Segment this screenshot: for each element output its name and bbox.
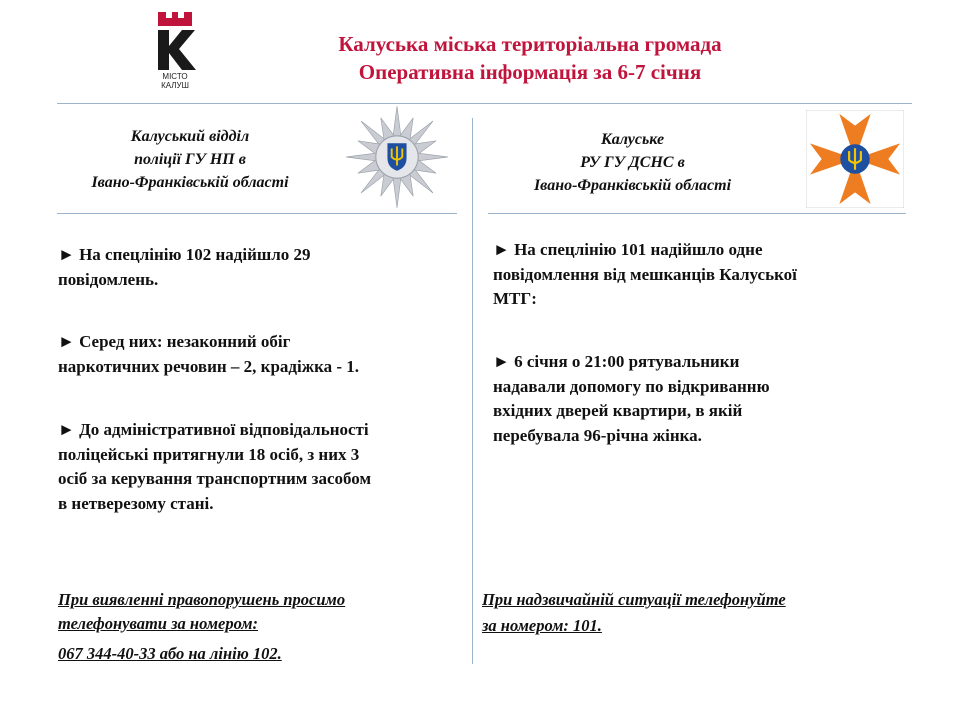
- police-footer-phone: 067 344-40-33 або на лінію 102.: [58, 644, 282, 663]
- right-section-divider: [488, 213, 906, 214]
- police-department-name: Калуський відділ поліції ГУ НП в Івано-Франківській області: [91, 128, 289, 191]
- title-line-1: Калуська міська територіальна громада: [338, 32, 722, 56]
- dsns-paragraph-2: ► 6 січня о 21:00 рятувальники надавали допомогу по відкриванню вхідних дверей квартири, в якій перебувала 96-річна жінка.: [493, 352, 770, 445]
- dsns-footer-line-1: При надзвичайній ситуації телефонуйте: [482, 590, 786, 609]
- police-footer-line-1: При виявленні правопорушень просимо: [58, 590, 346, 609]
- dsns-paragraph-1: ► На спецлінію 101 надійшло одне повідомлення від мешканців Калуської МТГ:: [493, 240, 797, 308]
- dsns-footer-line-2: за номером: 101.: [482, 616, 602, 635]
- police-footer-line-2: телефонувати за номером:: [58, 614, 258, 633]
- top-divider: [57, 103, 912, 104]
- page-title: [240, 30, 820, 86]
- dsns-cross-emblem-icon: [806, 110, 904, 208]
- police-paragraph-2: ► Серед них: незаконний обіг наркотичних речовин – 2, крадіжка - 1.: [58, 332, 360, 376]
- logo-caption: МІСТО КАЛУШ: [161, 72, 189, 90]
- title-line-2: Оперативна інформація за 6-7 січня: [358, 60, 702, 84]
- column-divider: [472, 118, 473, 664]
- police-paragraph-3: ► До адміністративної відповідальності поліцейські притягнули 18 осіб, з них 3 осіб за керування транспортним засобом в нетверезому стані.: [58, 420, 372, 513]
- police-paragraph-1: ► На спецлінію 102 надійшло 29 повідомлень.: [58, 245, 311, 289]
- police-star-emblem-icon: [344, 104, 450, 210]
- left-section-divider: [57, 213, 457, 214]
- dsns-department-name: Калуське РУ ГУ ДСНС в Івано-Франківській області: [533, 131, 732, 194]
